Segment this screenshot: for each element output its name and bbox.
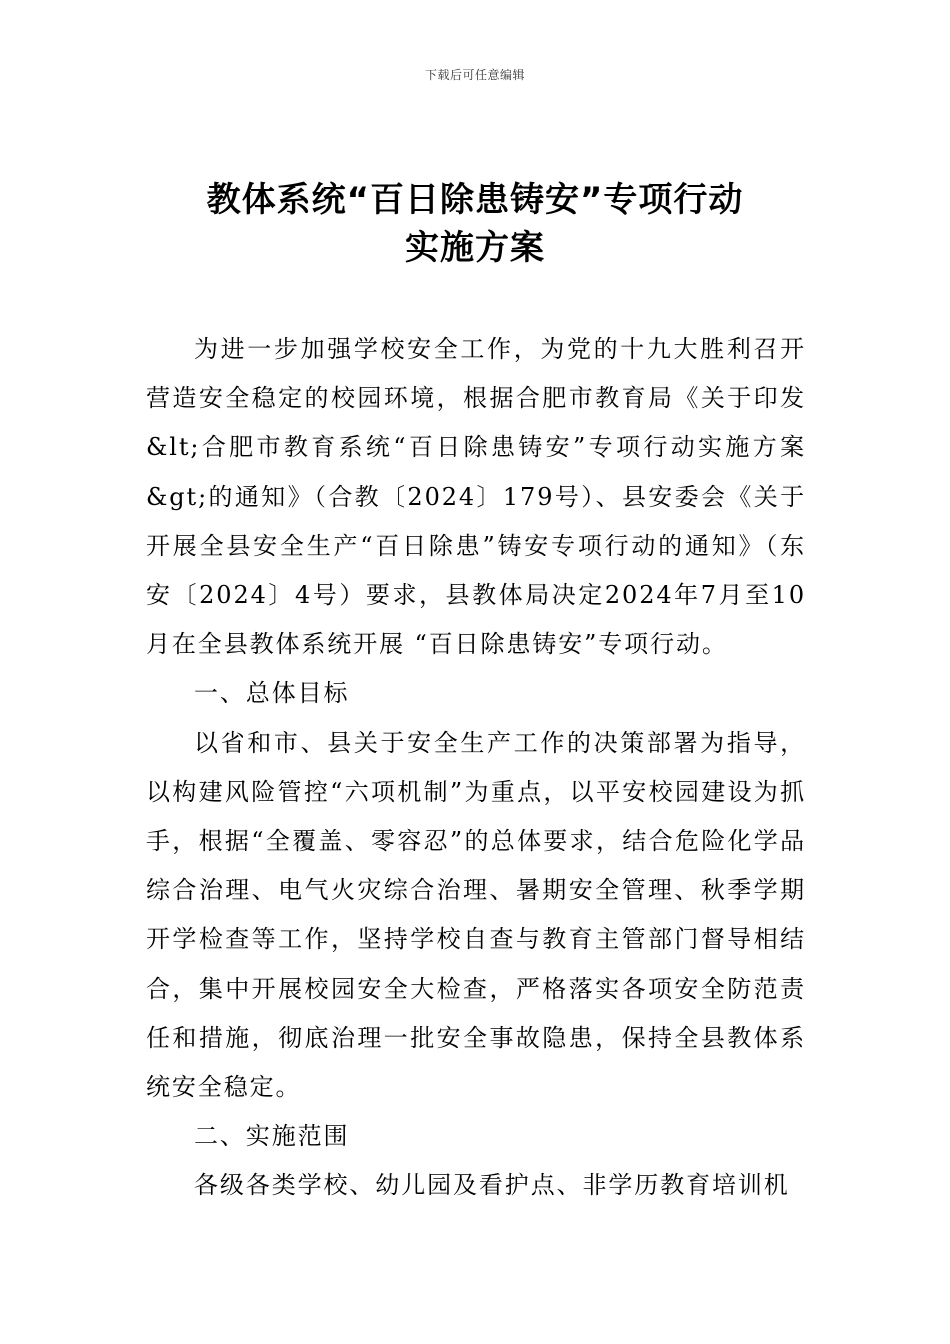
title-line-2: 实施方案: [405, 228, 545, 268]
title-line-1: 教体系统“百日除患铸安”专项行动: [206, 180, 744, 220]
intro-paragraph: 为进一步加强学校安全工作，为党的十九大胜利召开营造安全稳定的校园环境，根据合肥市教育局《关于印发&lt;合肥市教育系统“百日除患铸安”专项行动实施方案&gt;的通知》（合教〔2024〕179号）、县安委会《关于开展全县安全生产“百日除患”铸安专项行动的通知》（东安〔2024〕4号）要求，县教体局决定2024年7月至10月在全县教体系统开展 “百日除患铸安”专项行动。: [146, 335, 806, 659]
section-overall-goal-body: 以省和市、县关于安全生产工作的决策部署为指导，以构建风险管控“六项机制”为重点，以平安校园建设为抓手，根据“全覆盖、零容忍”的总体要求，结合危险化学品综合治理、电气火灾综合治理、暑期安全管理、秋季学期开学检查等工作，坚持学校自查与教育主管部门督导相结合，集中开展校园安全大检查，严格落实各项安全防范责任和措施，彻底治理一批安全事故隐患，保持全县教体系统安全稳定。: [146, 728, 806, 1102]
section-heading-scope: 二、实施范围: [194, 1122, 350, 1151]
section-heading-overall-goal: 一、总体目标: [194, 679, 350, 708]
document-body: [146, 325, 806, 1211]
page-header-note: 下载后可任意编辑: [424, 68, 525, 82]
section-scope-body: 各级各类学校、幼儿园及看护点、非学历教育培训机: [194, 1171, 790, 1200]
document-title: [0, 176, 950, 272]
